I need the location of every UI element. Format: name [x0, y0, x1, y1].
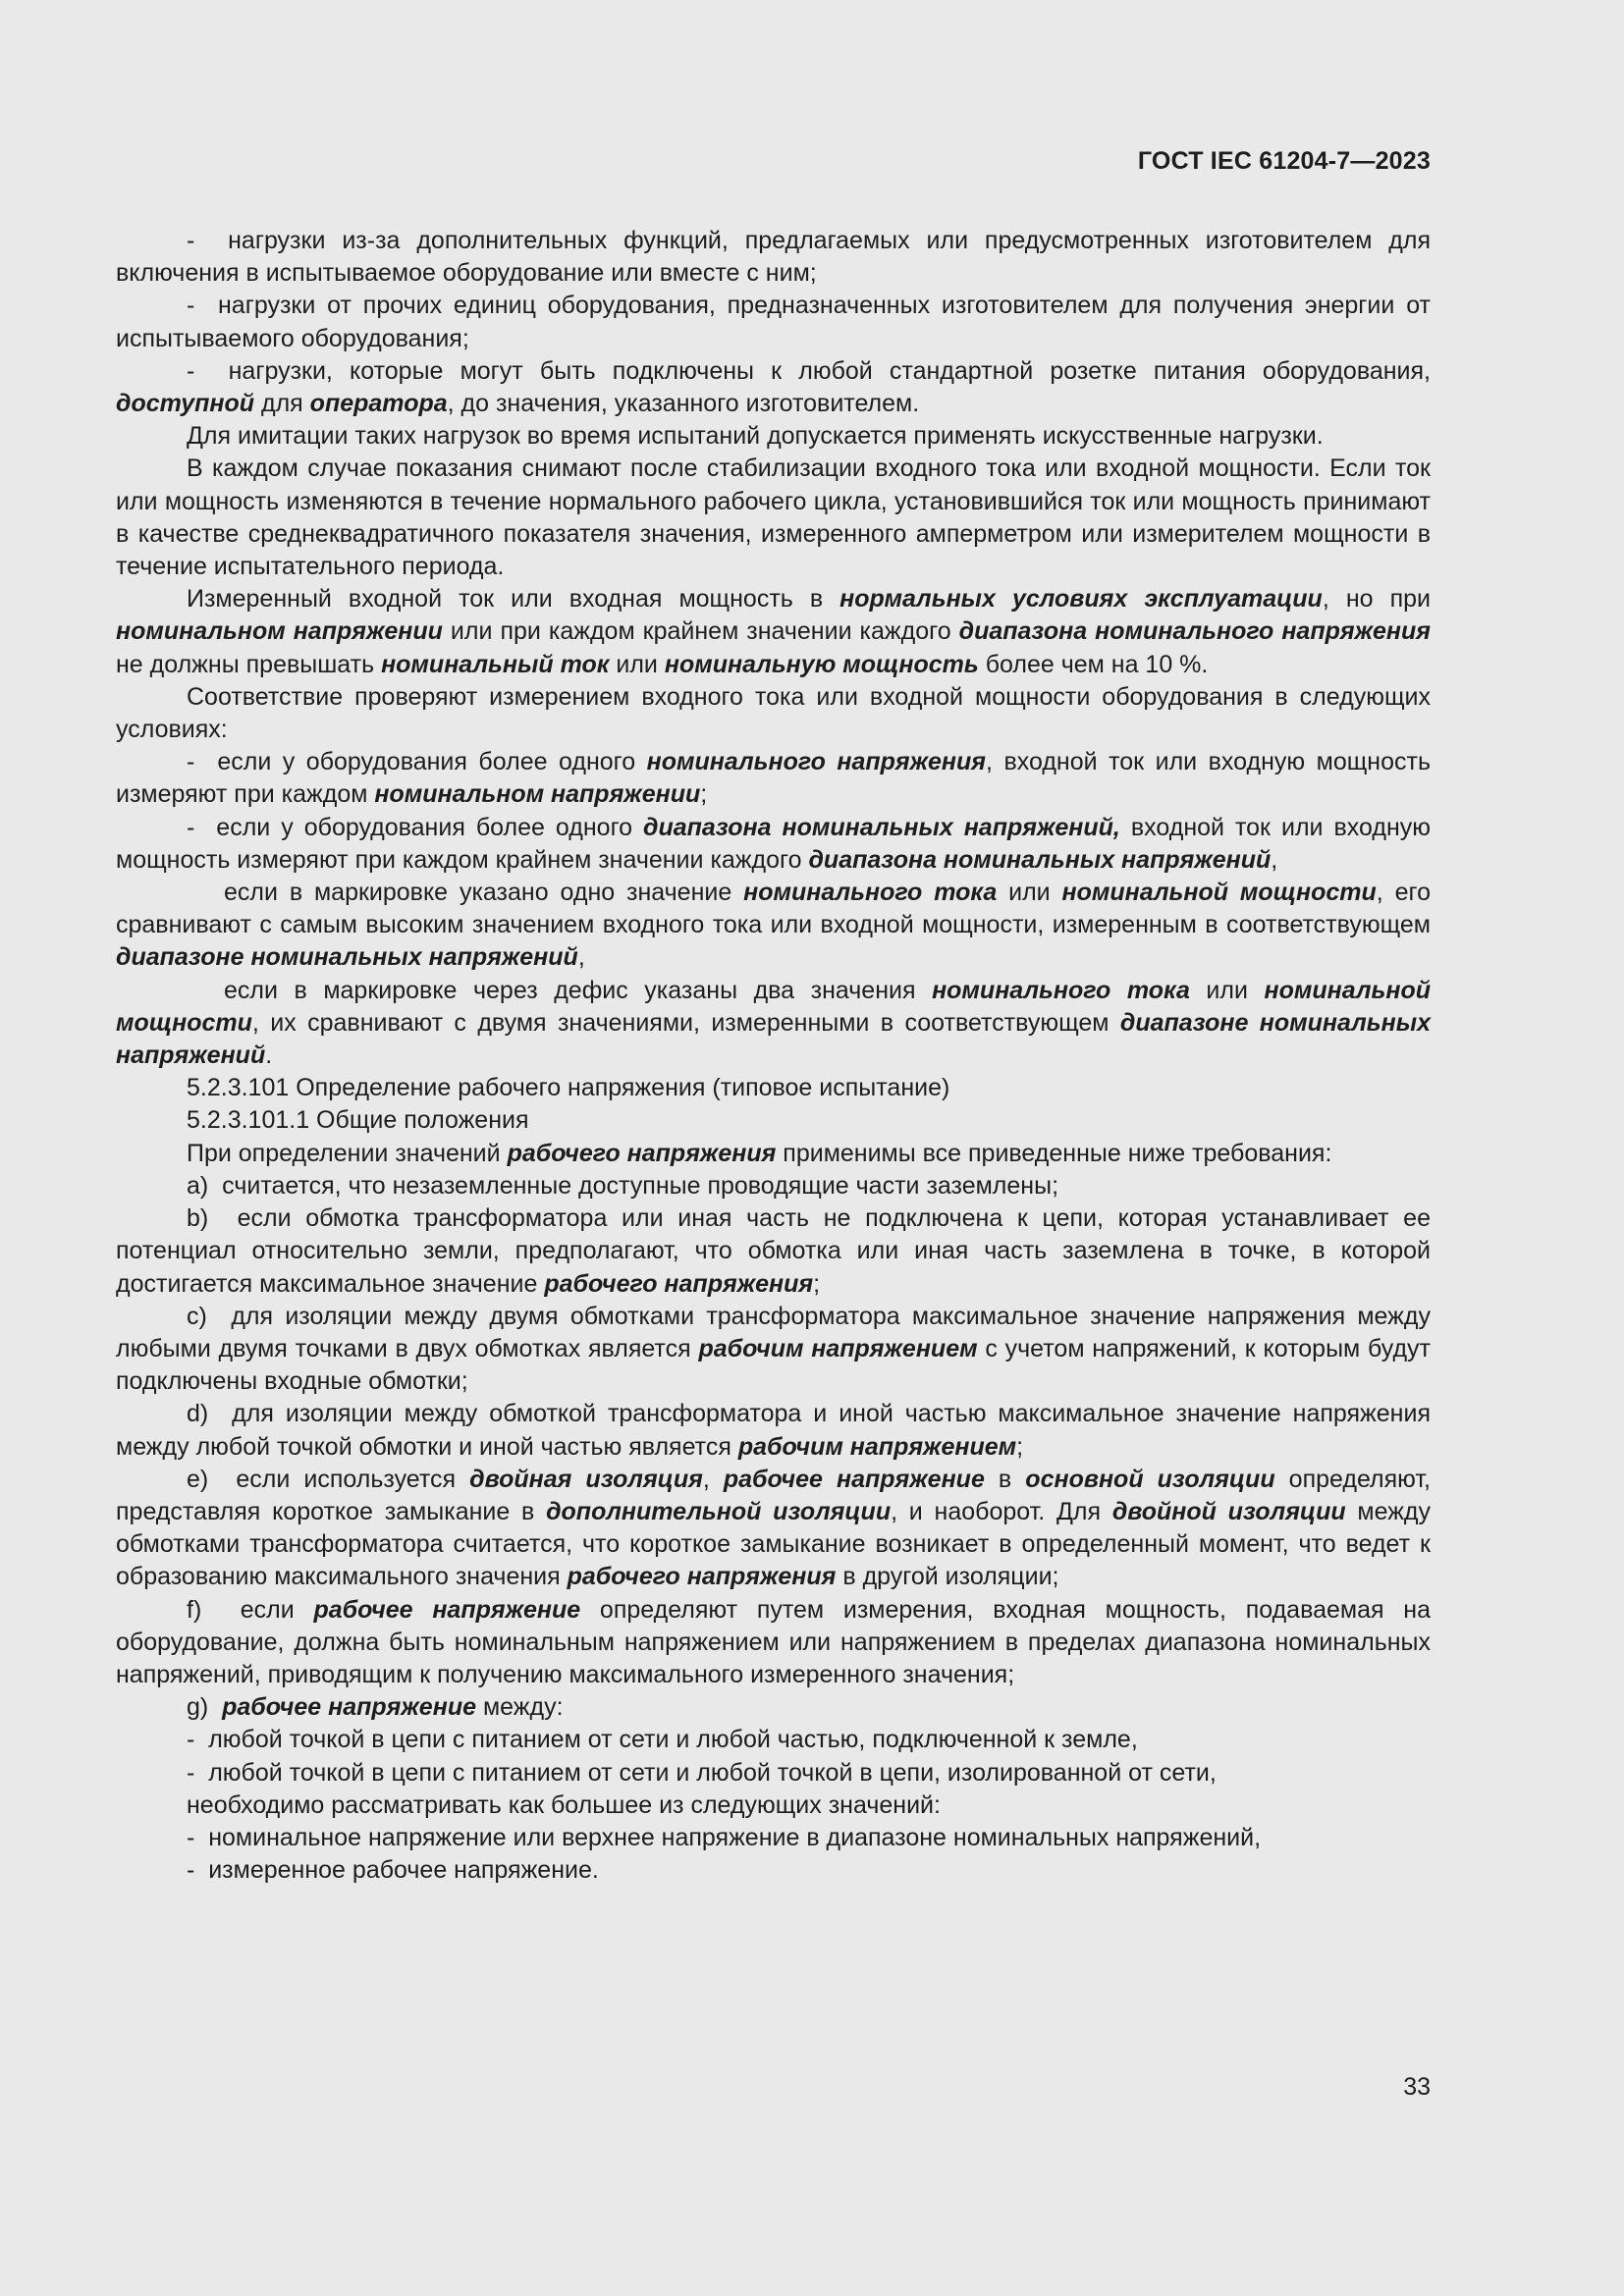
paragraph: - нагрузки из-за дополнительных функций, предлагаемых или предусмотренных изготовителем для включения в испытываемое оборудование или вместе с ним; — [116, 227, 1431, 288]
paragraph: - нагрузки от прочих единиц оборудования, предназначенных изготовителем для получения энергии от испытываемого оборудования; — [116, 292, 1431, 352]
paragraph: Для имитации таких нагрузок во время испытаний допускается применять искусственные нагрузки. — [187, 422, 1324, 451]
paragraph: Соответствие проверяют измерением входного тока или входной мощности оборудования в следующих условиях: — [116, 682, 1431, 744]
paragraph: - номинальное напряжение или верхнее напряжение в диапазоне номинальных напряжений, — [187, 1823, 1262, 1851]
paragraph: d) для изоляции между обмоткой трансформатора и иной частью максимальное значение напряжения между любой точкой обмотки и иной частью является рабочим напряжением; — [116, 1400, 1431, 1461]
paragraph: - измеренное рабочее напряжение. — [187, 1856, 599, 1885]
paragraph: - если у оборудования более одного диапазона номинальных напряжений, входной ток или входную мощность измеряют при каждом крайнем значении каждого диапазона номинальных напряжений, — [116, 813, 1431, 874]
paragraph: 5.2.3.101 Определение рабочего напряжения (типовое испытание) — [187, 1074, 950, 1102]
page-number: 33 — [1403, 2073, 1431, 2101]
paragraph: a) считается, что незаземленные доступные проводящие части заземлены; — [187, 1171, 1059, 1200]
paragraph: - нагрузки, которые могут быть подключены к любой стандартной розетке питания оборудования, доступной для оператора, до значения, указанного изготовителем. — [116, 356, 1431, 418]
standard-header: ГОСТ IEC 61204-7—2023 — [1137, 147, 1431, 175]
paragraph: если в маркировке указано одно значение номинального тока или номинальной мощности, его сравнивают с самым высоким значением входного тока или входной мощности, измеренным в соответствующем диапазоне номинальных напряжений, — [116, 879, 1431, 972]
body-text — [116, 225, 1431, 1887]
paragraph: - любой точкой в цепи с питанием от сети и любой точкой в цепи, изолированной от сети, — [187, 1758, 1217, 1787]
paragraph: e) если используется двойная изоляция, рабочее напряжение в основной изоляции определяют, представляя короткое замыкание в дополнительной изоляции, и наоборот. Для двойной изоляции между обмотками трансформатора считается, что короткое замыкание возникает в определенный момент, что ведет к образованию максимального значения рабочего напряжения в другой изоляции; — [116, 1465, 1431, 1591]
paragraph: b) если обмотка трансформатора или иная часть не подключена к цепи, которая устанавливает ее потенциал относительно земли, предполагают, что обмотка или иная часть заземлена в точке, в которой достигается максимальное значение рабочего напряжения; — [116, 1204, 1431, 1298]
paragraph: - любой точкой в цепи с питанием от сети и любой частью, подключенной к земле, — [187, 1726, 1138, 1754]
paragraph: В каждом случае показания снимают после стабилизации входного тока или входной мощности. Если ток или мощность изменяются в течение нормального рабочего цикла, установившийся ток или мощность принимают в качестве среднеквадратичного показателя значения, измеренного амперметром или измерителем мощности в течение испытательного периода. — [116, 454, 1431, 581]
paragraph: g) рабочее напряжение между: — [187, 1693, 564, 1722]
paragraph: 5.2.3.101.1 Общие положения — [187, 1106, 529, 1135]
paragraph: c) для изоляции между двумя обмотками трансформатора максимальное значение напряжения между любыми двумя точками в двух обмотках является рабочим напряжением с учетом напряжений, к которым будут подключены входные обмотки; — [116, 1302, 1431, 1396]
paragraph: При определении значений рабочего напряжения применимы все приведенные ниже требования: — [187, 1139, 1332, 1167]
paragraph: - если у оборудования более одного номинального напряжения, входной ток или входную мощность измеряют при каждом номинальном напряжении; — [116, 748, 1431, 809]
paragraph: Измеренный входной ток или входная мощность в нормальных условиях эксплуатации, но при номинальном напряжении или при каждом крайнем значении каждого диапазона номинального напряжения не должны превышать номинальный ток или номинальную мощность более чем на 10 %. — [116, 585, 1432, 678]
paragraph: f) если рабочее напряжение определяют путем измерения, входная мощность, подаваемая на оборудование, должна быть номинальным напряжением или напряжением в пределах диапазона номинальных напряжений, приводящим к получению максимального измеренного значения; — [116, 1595, 1431, 1688]
paragraph: если в маркировке через дефис указаны два значения номинального тока или номинальной мощности, их сравнивают с двумя значениями, измеренными в соответствующем диапазоне номинальных напряжений. — [116, 976, 1431, 1070]
paragraph: необходимо рассматривать как большее из следующих значений: — [187, 1790, 941, 1819]
